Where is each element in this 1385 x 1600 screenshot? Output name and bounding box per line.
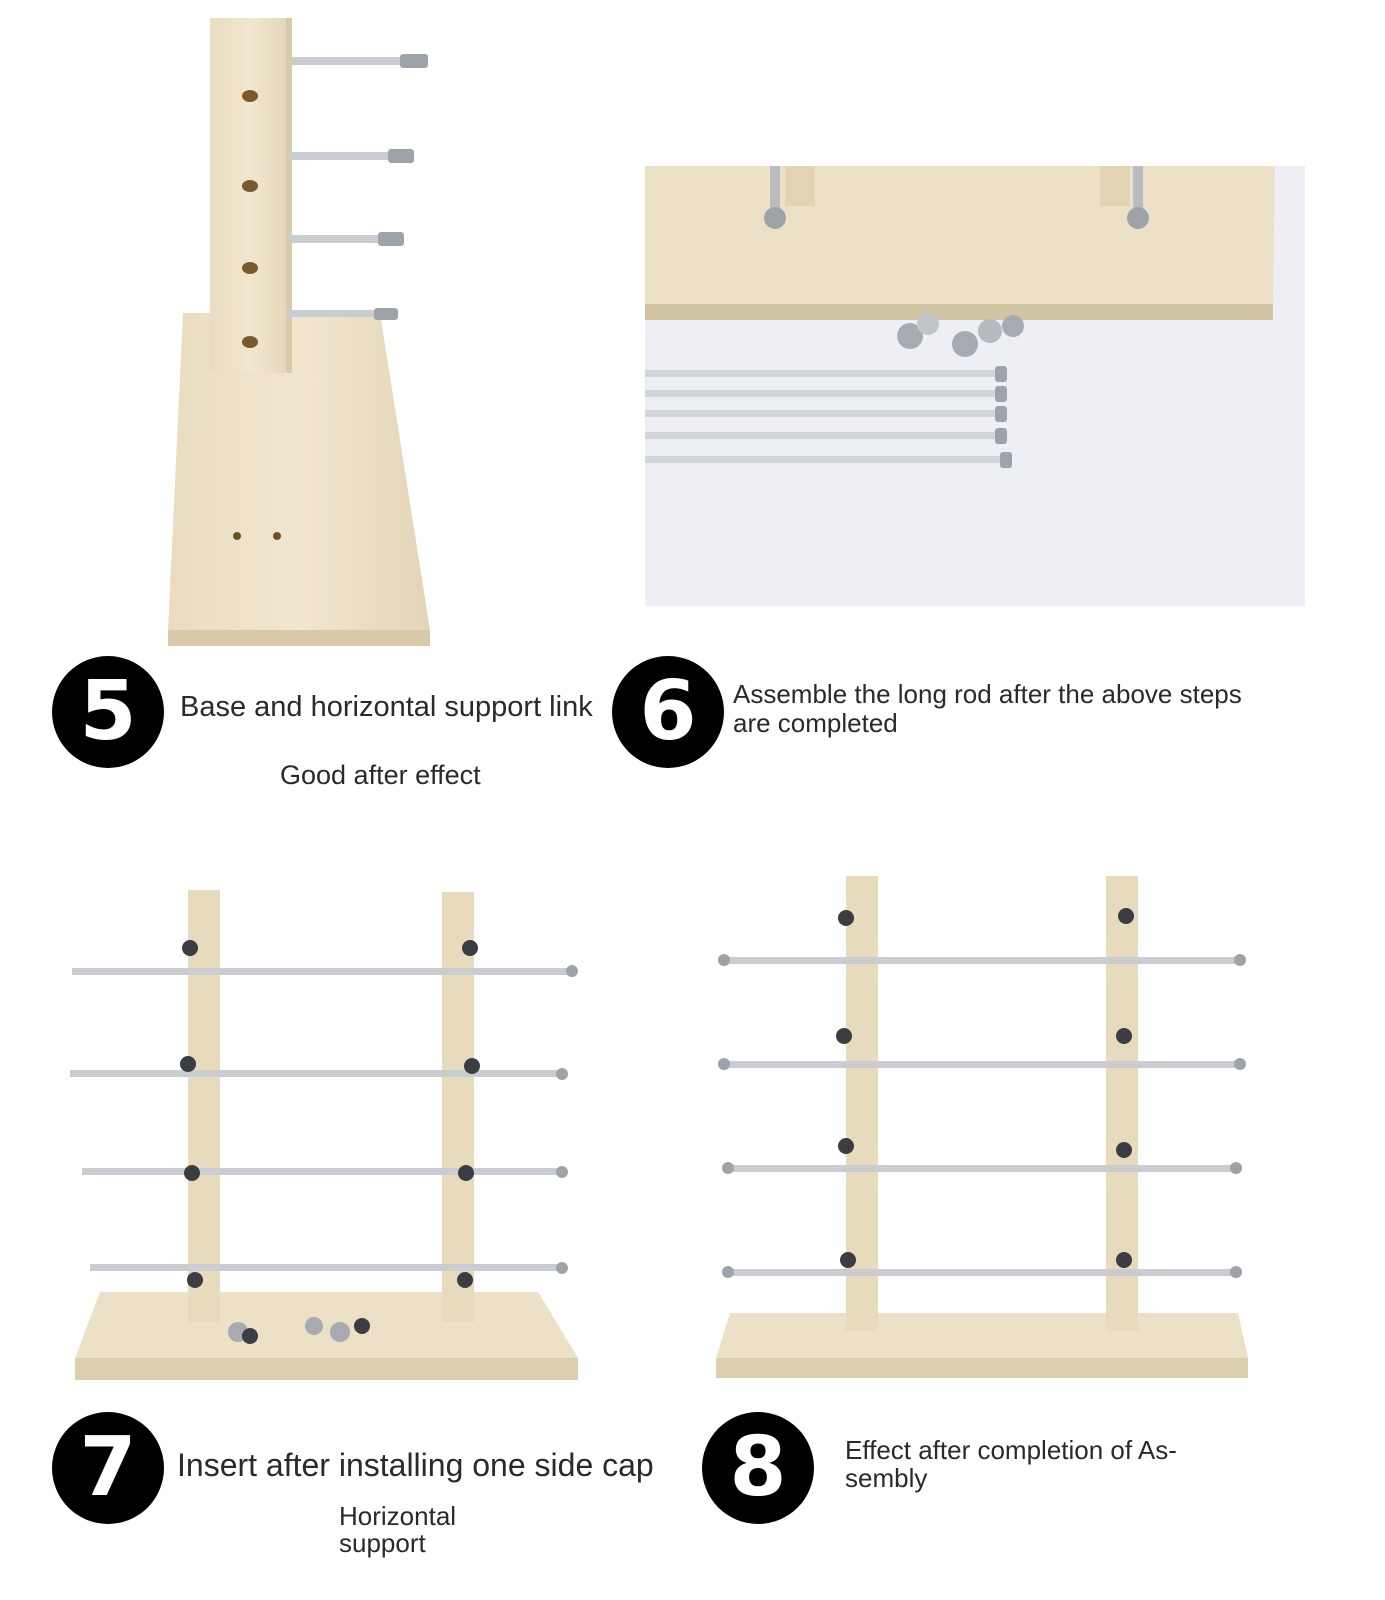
caps	[180, 940, 480, 1288]
base-board-edge	[168, 630, 430, 646]
step-8-caption-line-1: Effect after completion of As-	[845, 1435, 1177, 1465]
upright-post	[210, 18, 292, 373]
step-6-badge: 6	[612, 656, 724, 768]
right-upright	[442, 892, 474, 1322]
step-5-caption: Base and horizontal support link	[180, 691, 593, 723]
step-8-caption-line-2: sembly	[845, 1463, 928, 1493]
step-7-caption: Insert after installing one side cap	[177, 1447, 654, 1483]
step-7-sub-caption-line-1: Horizontal	[339, 1501, 457, 1531]
rods	[718, 954, 1246, 1278]
board	[645, 166, 1275, 306]
post-hole	[242, 180, 258, 192]
step-7-badge: 7	[52, 1412, 164, 1524]
rods	[70, 965, 578, 1274]
step-6-caption-line-1: Assemble the long rod after the above steps	[733, 679, 1242, 709]
step-6-caption-line-2: are completed	[733, 708, 898, 738]
step-5-photo	[150, 10, 450, 660]
step-8-badge: 8	[702, 1412, 814, 1524]
post-hole	[242, 262, 258, 274]
short-rods	[286, 54, 428, 320]
post-hole	[242, 90, 258, 102]
base-board	[168, 313, 430, 630]
post-hole	[242, 336, 258, 348]
step-5-badge: 5	[52, 656, 164, 768]
step-8-photo	[710, 868, 1255, 1388]
step-7-sub-caption-line-2: support	[339, 1528, 426, 1558]
step-5-sub-caption: Good after effect	[280, 760, 481, 790]
step-7-photo	[60, 880, 600, 1400]
step-6-photo	[645, 166, 1305, 606]
